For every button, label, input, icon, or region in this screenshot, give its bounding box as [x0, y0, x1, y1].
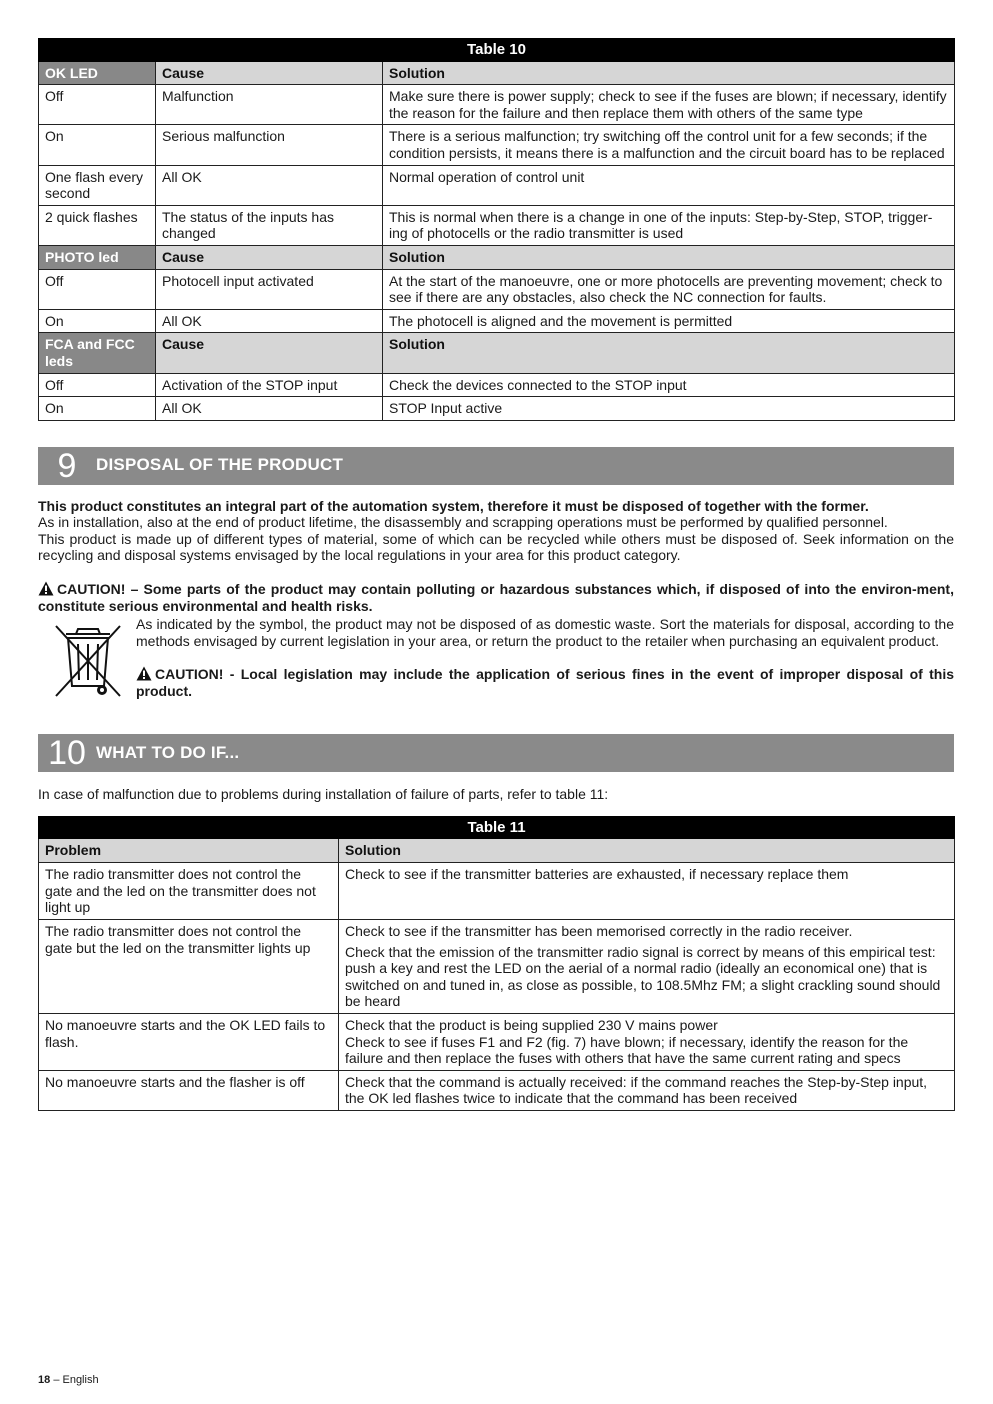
table-11-header-row [39, 839, 955, 863]
group-header-led: OK LED [39, 61, 156, 85]
table-11 [38, 816, 955, 1111]
caution-text: CAUTION! - Local legislation may include the application of serious fines in the event of improper disposal of this product. [136, 666, 954, 700]
table-row [39, 373, 955, 397]
led-state-cell: On [39, 125, 156, 165]
table-11-title: Table 11 [39, 816, 955, 839]
led-state-cell: Off [39, 373, 156, 397]
group-header-solution: Solution [383, 333, 955, 373]
table-row [39, 205, 955, 245]
group-header-solution: Solution [383, 245, 955, 269]
table-10-group-header [39, 245, 955, 269]
disposal-lead: This product constitutes an integral part of the automation system, therefore it must be disposed of together with the former. [38, 497, 869, 514]
section-number: 10 [48, 734, 86, 773]
section-10-header [38, 734, 954, 772]
header-problem: Problem [39, 839, 339, 863]
solution-cell: The photocell is aligned and the movement is permitted [383, 309, 955, 333]
solution-text: Check that the emission of the transmitter radio signal is correct by means of this empirical test: push a key and rest the LED on the aerial of a normal radio (ideally an economical one) that is switched on and tuned in, as close as possible, to 108.5Mhz FM; a slight crackling sound should be heard [345, 943, 941, 1010]
solution-cell: STOP Input active [383, 397, 955, 421]
warning-icon [38, 581, 54, 596]
section-title: WHAT TO DO IF... [96, 742, 240, 762]
solution-text: Check to see if the transmitter batteries are exhausted, if necessary replace them [345, 866, 849, 883]
disposal-paragraph: This product is made up of different types of material, some of which can be recycled while others must be disposed of. Seek information on the recycling and disposal systems envisaged by the local regulations in your area for this product category. [38, 530, 954, 564]
section-number: 9 [57, 446, 77, 485]
page [38, 38, 954, 1111]
section-9-body [38, 498, 954, 707]
problem-cell: No manoeuvre starts and the OK LED fails to flash. [39, 1014, 339, 1071]
cause-cell: All OK [156, 309, 383, 333]
group-header-cause: Cause [156, 333, 383, 373]
group-header-led: PHOTO led [39, 245, 156, 269]
table-row [39, 125, 955, 165]
led-state-cell: 2 quick flashes [39, 205, 156, 245]
table-10-group-header [39, 333, 955, 373]
page-number: 18 [38, 1374, 51, 1386]
table-10-group-header [39, 61, 955, 85]
table-10-title: Table 10 [39, 39, 955, 62]
section-9-header [38, 447, 954, 485]
disposal-symbol-text-block [136, 616, 954, 706]
solution-cell: Check the devices connected to the STOP input [383, 373, 955, 397]
section-10-intro: In case of malfunction due to problems during installation of failure of parts, refer to table 11: [38, 786, 609, 803]
disposal-symbol-row [38, 616, 954, 706]
led-state-cell: Off [39, 269, 156, 309]
solution-cell: This is normal when there is a change in one of the inputs: Step-by-Step, STOP, trigger-ing of photocells or the radio transmitter is used [383, 205, 955, 245]
led-state-cell: On [39, 309, 156, 333]
table-row [39, 269, 955, 309]
table-row [39, 1070, 955, 1110]
problem-cell: No manoeuvre starts and the flasher is off [39, 1070, 339, 1110]
crossed-bin-icon [38, 616, 136, 706]
table-10 [38, 38, 955, 421]
led-state-cell: Off [39, 85, 156, 125]
group-header-cause: Cause [156, 245, 383, 269]
cause-cell: All OK [156, 165, 383, 205]
solution-cell [339, 920, 955, 1014]
table-row [39, 85, 955, 125]
caution-paragraph [136, 666, 954, 699]
group-header-cause: Cause [156, 61, 383, 85]
cause-cell: Malfunction [156, 85, 383, 125]
solution-cell: Normal operation of control unit [383, 165, 955, 205]
solution-cell [339, 863, 955, 920]
group-header-solution: Solution [383, 61, 955, 85]
warning-icon [136, 666, 152, 681]
table-row [39, 309, 955, 333]
solution-cell: There is a serious malfunction; try switching off the control unit for a few seconds; if the condition persists, it means there is a malfunction and the circuit board has to be replaced [383, 125, 955, 165]
cause-cell: Photocell input activated [156, 269, 383, 309]
header-solution: Solution [339, 839, 955, 863]
table-row [39, 920, 955, 1014]
solution-cell: Make sure there is power supply; check to see if the fuses are blown; if necessary, identify the reason for the failure and then replace them with others of the same type [383, 85, 955, 125]
problem-cell: The radio transmitter does not control the gate and the led on the transmitter does not light up [39, 863, 339, 920]
cause-cell: The status of the inputs has changed [156, 205, 383, 245]
cause-cell: All OK [156, 397, 383, 421]
group-header-led: FCA and FCC leds [39, 333, 156, 373]
problem-cell: The radio transmitter does not control the gate but the led on the transmitter lights up [39, 920, 339, 1014]
solution-cell [339, 1014, 955, 1071]
caution-text: CAUTION! – Some parts of the product may contain polluting or hazardous substances which, if disposed of into the environ-ment, constitute serious environmental and health risks. [38, 581, 954, 614]
caution-paragraph [38, 581, 954, 614]
cause-cell: Activation of the STOP input [156, 373, 383, 397]
table-row [39, 1014, 955, 1071]
footer-language: – English [53, 1374, 99, 1386]
solution-text: Check to see if the transmitter has been memorised correctly in the radio receiver. [345, 923, 853, 940]
symbol-explanation: As indicated by the symbol, the product may not be disposed of as domestic waste. Sort the materials for disposal, according to the methods envisaged by current legislation in your area, or return the product to the retailer when purchasing an equivalent product. [136, 616, 954, 649]
disposal-paragraph: As in installation, also at the end of product lifetime, the disassembly and scrapping operations must be performed by qualified personnel. [38, 514, 888, 531]
table-row [39, 863, 955, 920]
table-row [39, 165, 955, 205]
led-state-cell: On [39, 397, 156, 421]
solution-text: Check that the command is actually received: if the command reaches the Step-by-Step input, the OK led flashes twice to indicate that the command has been received [345, 1073, 928, 1107]
table-row [39, 397, 955, 421]
solution-cell [339, 1070, 955, 1110]
solution-text: Check that the product is being supplied 230 V mains power [345, 1017, 718, 1033]
led-state-cell: One flash every second [39, 165, 156, 205]
solution-text: Check to see if fuses F1 and F2 (fig. 7) have blown; if necessary, identify the reason for the failure and then replace the fuses with others that have the same current rating and specs [345, 1033, 909, 1067]
section-title: DISPOSAL OF THE PRODUCT [96, 455, 344, 475]
cause-cell: Serious malfunction [156, 125, 383, 165]
page-footer [38, 1372, 99, 1389]
solution-cell: At the start of the manoeuvre, one or more photocells are preventing movement; check to see if there are any obstacles, also check the NC connection for faults. [383, 269, 955, 309]
